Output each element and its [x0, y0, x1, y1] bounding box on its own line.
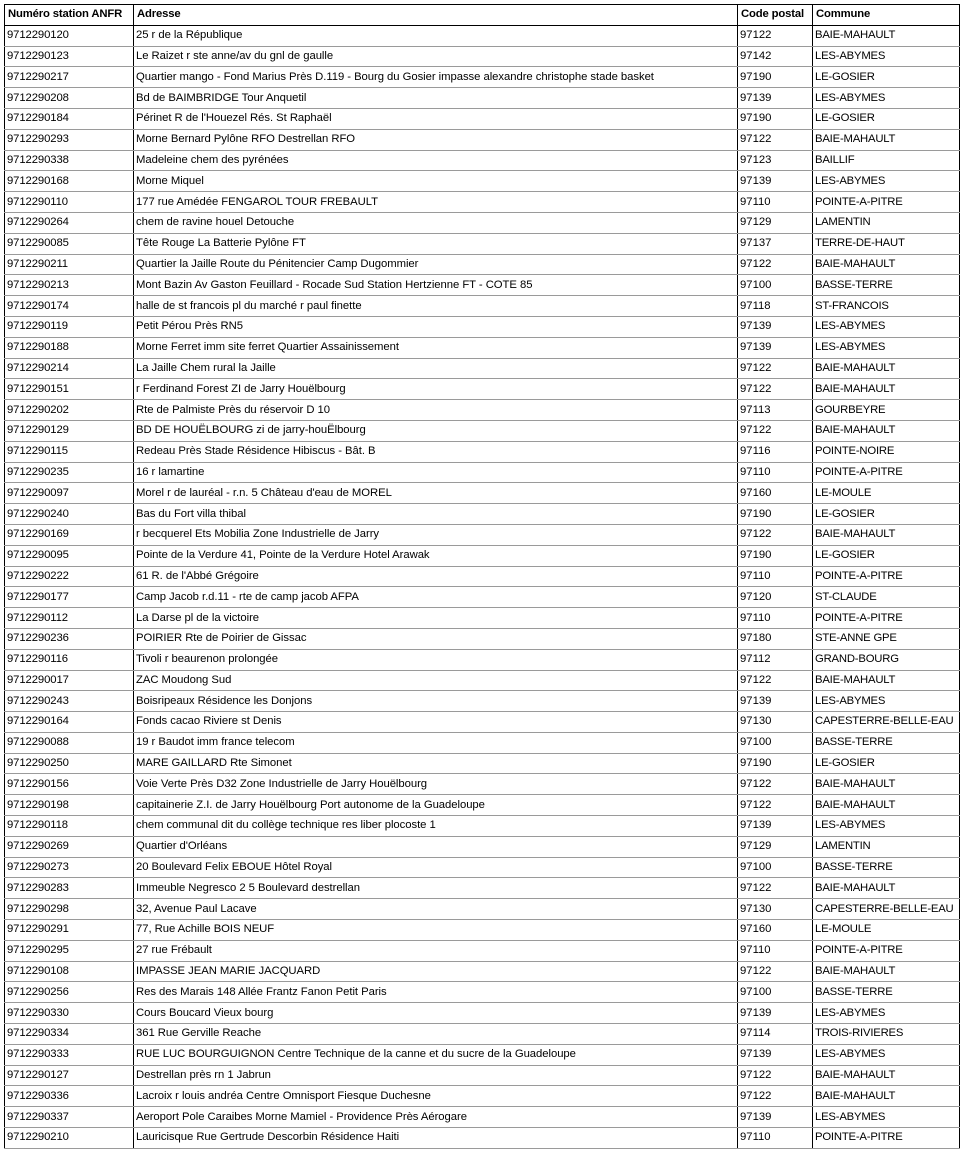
cell-commune[interactable]: STE-ANNE GPE: [813, 628, 960, 649]
cell-commune[interactable]: BAIE-MAHAULT: [813, 254, 960, 275]
table-row[interactable]: [5, 857, 960, 878]
table-row[interactable]: [5, 1128, 960, 1149]
cell-code-postal[interactable]: 97160: [738, 920, 813, 941]
cell-commune[interactable]: LAMENTIN: [813, 212, 960, 233]
cell-numero-station-anfr[interactable]: 9712290095: [5, 545, 134, 566]
cell-code-postal[interactable]: 97129: [738, 212, 813, 233]
column-header-adresse[interactable]: Adresse: [134, 5, 738, 26]
cell-code-postal[interactable]: 97122: [738, 254, 813, 275]
cell-code-postal[interactable]: 97122: [738, 774, 813, 795]
cell-commune[interactable]: BAIE-MAHAULT: [813, 420, 960, 441]
cell-commune[interactable]: POINTE-A-PITRE: [813, 940, 960, 961]
cell-code-postal[interactable]: 97100: [738, 732, 813, 753]
cell-code-postal[interactable]: 97100: [738, 275, 813, 296]
table-body: [5, 25, 960, 1148]
cell-numero-station-anfr[interactable]: 9712290210: [5, 1128, 134, 1149]
cell-adresse[interactable]: Voie Verte Près D32 Zone Industrielle de Jarry Houëlbourg: [134, 774, 738, 795]
cell-numero-station-anfr[interactable]: 9712290129: [5, 420, 134, 441]
cell-numero-station-anfr[interactable]: 9712290174: [5, 296, 134, 317]
cell-commune[interactable]: BASSE-TERRE: [813, 732, 960, 753]
cell-numero-station-anfr[interactable]: 9712290222: [5, 566, 134, 587]
table-row[interactable]: [5, 420, 960, 441]
table-row[interactable]: [5, 961, 960, 982]
table-row[interactable]: [5, 524, 960, 545]
table-row[interactable]: [5, 150, 960, 171]
table-row[interactable]: [5, 1065, 960, 1086]
cell-adresse[interactable]: 177 rue Amédée FENGAROL TOUR FREBAULT: [134, 192, 738, 213]
table-row[interactable]: [5, 608, 960, 629]
cell-numero-station-anfr[interactable]: 9712290119: [5, 316, 134, 337]
table-row[interactable]: [5, 171, 960, 192]
cell-numero-station-anfr[interactable]: 9712290338: [5, 150, 134, 171]
cell-commune[interactable]: LE-GOSIER: [813, 67, 960, 88]
cell-adresse[interactable]: Bas du Fort villa thibal: [134, 504, 738, 525]
table-row[interactable]: [5, 649, 960, 670]
cell-commune[interactable]: LES-ABYMES: [813, 816, 960, 837]
table-row[interactable]: [5, 379, 960, 400]
cell-code-postal[interactable]: 97110: [738, 940, 813, 961]
cell-adresse[interactable]: Immeuble Negresco 2 5 Boulevard destrellan: [134, 878, 738, 899]
table-row[interactable]: [5, 337, 960, 358]
cell-adresse[interactable]: 16 r lamartine: [134, 462, 738, 483]
table-row[interactable]: [5, 628, 960, 649]
cell-commune[interactable]: CAPESTERRE-BELLE-EAU: [813, 712, 960, 733]
cell-adresse[interactable]: Pointe de la Verdure 41, Pointe de la Verdure Hotel Arawak: [134, 545, 738, 566]
cell-numero-station-anfr[interactable]: 9712290214: [5, 358, 134, 379]
table-row[interactable]: [5, 67, 960, 88]
cell-adresse[interactable]: Fonds cacao Riviere st Denis: [134, 712, 738, 733]
cell-code-postal[interactable]: 97139: [738, 1003, 813, 1024]
cell-numero-station-anfr[interactable]: 9712290208: [5, 88, 134, 109]
cell-code-postal[interactable]: 97122: [738, 878, 813, 899]
cell-numero-station-anfr[interactable]: 9712290298: [5, 899, 134, 920]
cell-adresse[interactable]: Morne Miquel: [134, 171, 738, 192]
cell-numero-station-anfr[interactable]: 9712290177: [5, 587, 134, 608]
cell-commune[interactable]: ST-CLAUDE: [813, 587, 960, 608]
cell-adresse[interactable]: BD DE HOUËLBOURG zi de jarry-houËlbourg: [134, 420, 738, 441]
cell-adresse[interactable]: Quartier la Jaille Route du Pénitencier Camp Dugommier: [134, 254, 738, 275]
cell-numero-station-anfr[interactable]: 9712290236: [5, 628, 134, 649]
cell-adresse[interactable]: Camp Jacob r.d.11 - rte de camp jacob AFPA: [134, 587, 738, 608]
cell-commune[interactable]: GRAND-BOURG: [813, 649, 960, 670]
cell-adresse[interactable]: Quartier mango - Fond Marius Près D.119 - Bourg du Gosier impasse alexandre christophe stade basket: [134, 67, 738, 88]
table-row[interactable]: [5, 88, 960, 109]
cell-commune[interactable]: BAIE-MAHAULT: [813, 795, 960, 816]
cell-code-postal[interactable]: 97122: [738, 670, 813, 691]
cell-code-postal[interactable]: 97139: [738, 316, 813, 337]
table-row[interactable]: [5, 920, 960, 941]
cell-code-postal[interactable]: 97190: [738, 545, 813, 566]
cell-commune[interactable]: LES-ABYMES: [813, 46, 960, 67]
cell-numero-station-anfr[interactable]: 9712290256: [5, 982, 134, 1003]
cell-numero-station-anfr[interactable]: 9712290188: [5, 337, 134, 358]
cell-numero-station-anfr[interactable]: 9712290333: [5, 1044, 134, 1065]
cell-commune[interactable]: LES-ABYMES: [813, 88, 960, 109]
cell-adresse[interactable]: Aeroport Pole Caraibes Morne Mamiel - Providence Près Aérogare: [134, 1107, 738, 1128]
cell-code-postal[interactable]: 97160: [738, 483, 813, 504]
table-row[interactable]: [5, 46, 960, 67]
cell-numero-station-anfr[interactable]: 9712290112: [5, 608, 134, 629]
table-row[interactable]: [5, 212, 960, 233]
cell-adresse[interactable]: Redeau Près Stade Résidence Hibiscus - Bât. B: [134, 441, 738, 462]
cell-numero-station-anfr[interactable]: 9712290017: [5, 670, 134, 691]
cell-numero-station-anfr[interactable]: 9712290240: [5, 504, 134, 525]
cell-code-postal[interactable]: 97122: [738, 795, 813, 816]
cell-adresse[interactable]: La Darse pl de la victoire: [134, 608, 738, 629]
table-row[interactable]: [5, 254, 960, 275]
cell-commune[interactable]: BAIE-MAHAULT: [813, 379, 960, 400]
cell-commune[interactable]: LAMENTIN: [813, 836, 960, 857]
cell-adresse[interactable]: ZAC Moudong Sud: [134, 670, 738, 691]
cell-numero-station-anfr[interactable]: 9712290156: [5, 774, 134, 795]
cell-adresse[interactable]: Morne Ferret imm site ferret Quartier Assainissement: [134, 337, 738, 358]
cell-code-postal[interactable]: 97190: [738, 753, 813, 774]
cell-numero-station-anfr[interactable]: 9712290283: [5, 878, 134, 899]
cell-adresse[interactable]: 61 R. de l'Abbé Grégoire: [134, 566, 738, 587]
cell-adresse[interactable]: r becquerel Ets Mobilia Zone Industrielle de Jarry: [134, 524, 738, 545]
cell-numero-station-anfr[interactable]: 9712290088: [5, 732, 134, 753]
cell-numero-station-anfr[interactable]: 9712290118: [5, 816, 134, 837]
cell-code-postal[interactable]: 97110: [738, 462, 813, 483]
cell-numero-station-anfr[interactable]: 9712290336: [5, 1086, 134, 1107]
cell-code-postal[interactable]: 97110: [738, 608, 813, 629]
anfr-stations-table: [4, 4, 960, 1149]
table-row[interactable]: [5, 129, 960, 150]
cell-adresse[interactable]: Bd de BAIMBRIDGE Tour Anquetil: [134, 88, 738, 109]
table-row[interactable]: [5, 899, 960, 920]
cell-commune[interactable]: CAPESTERRE-BELLE-EAU: [813, 899, 960, 920]
table-row[interactable]: [5, 504, 960, 525]
cell-numero-station-anfr[interactable]: 9712290120: [5, 25, 134, 46]
table-row[interactable]: [5, 358, 960, 379]
table-row[interactable]: [5, 753, 960, 774]
cell-numero-station-anfr[interactable]: 9712290115: [5, 441, 134, 462]
cell-adresse[interactable]: Destrellan près rn 1 Jabrun: [134, 1065, 738, 1086]
cell-adresse[interactable]: IMPASSE JEAN MARIE JACQUARD: [134, 961, 738, 982]
cell-adresse[interactable]: Petit Pérou Près RN5: [134, 316, 738, 337]
cell-code-postal[interactable]: 97139: [738, 337, 813, 358]
cell-numero-station-anfr[interactable]: 9712290211: [5, 254, 134, 275]
cell-numero-station-anfr[interactable]: 9712290235: [5, 462, 134, 483]
spreadsheet-canvas: [0, 4, 963, 1144]
cell-adresse[interactable]: RUE LUC BOURGUIGNON Centre Technique de la canne et du sucre de la Guadeloupe: [134, 1044, 738, 1065]
cell-numero-station-anfr[interactable]: 9712290250: [5, 753, 134, 774]
cell-adresse[interactable]: Morel r de lauréal - r.n. 5 Château d'eau de MOREL: [134, 483, 738, 504]
cell-commune[interactable]: TROIS-RIVIERES: [813, 1024, 960, 1045]
table-row[interactable]: [5, 816, 960, 837]
cell-code-postal[interactable]: 97122: [738, 379, 813, 400]
cell-commune[interactable]: LE-GOSIER: [813, 504, 960, 525]
cell-numero-station-anfr[interactable]: 9712290123: [5, 46, 134, 67]
table-row[interactable]: [5, 316, 960, 337]
cell-numero-station-anfr[interactable]: 9712290295: [5, 940, 134, 961]
cell-numero-station-anfr[interactable]: 9712290334: [5, 1024, 134, 1045]
cell-commune[interactable]: LES-ABYMES: [813, 171, 960, 192]
cell-code-postal[interactable]: 97110: [738, 566, 813, 587]
table-header: [5, 5, 960, 26]
cell-adresse[interactable]: Madeleine chem des pyrénées: [134, 150, 738, 171]
table-row[interactable]: [5, 732, 960, 753]
cell-adresse[interactable]: 27 rue Frébault: [134, 940, 738, 961]
cell-commune[interactable]: LES-ABYMES: [813, 691, 960, 712]
cell-code-postal[interactable]: 97112: [738, 649, 813, 670]
cell-numero-station-anfr[interactable]: 9712290202: [5, 400, 134, 421]
cell-code-postal[interactable]: 97116: [738, 441, 813, 462]
cell-numero-station-anfr[interactable]: 9712290330: [5, 1003, 134, 1024]
cell-code-postal[interactable]: 97139: [738, 1107, 813, 1128]
cell-commune[interactable]: LE-GOSIER: [813, 753, 960, 774]
cell-commune[interactable]: BASSE-TERRE: [813, 982, 960, 1003]
cell-numero-station-anfr[interactable]: 9712290127: [5, 1065, 134, 1086]
cell-code-postal[interactable]: 97120: [738, 587, 813, 608]
cell-adresse[interactable]: 20 Boulevard Felix EBOUE Hôtel Royal: [134, 857, 738, 878]
cell-adresse[interactable]: chem de ravine houel Detouche: [134, 212, 738, 233]
cell-adresse[interactable]: 25 r de la République: [134, 25, 738, 46]
cell-numero-station-anfr[interactable]: 9712290164: [5, 712, 134, 733]
header-row: [5, 5, 960, 26]
column-header-numero-station-anfr[interactable]: Numéro station ANFR: [5, 5, 134, 26]
table-row[interactable]: [5, 25, 960, 46]
table-row[interactable]: [5, 587, 960, 608]
cell-commune[interactable]: POINTE-A-PITRE: [813, 608, 960, 629]
cell-adresse[interactable]: 77, Rue Achille BOIS NEUF: [134, 920, 738, 941]
cell-commune[interactable]: BAIE-MAHAULT: [813, 25, 960, 46]
cell-commune[interactable]: BAIE-MAHAULT: [813, 670, 960, 691]
cell-code-postal[interactable]: 97142: [738, 46, 813, 67]
cell-code-postal[interactable]: 97130: [738, 712, 813, 733]
cell-numero-station-anfr[interactable]: 9712290097: [5, 483, 134, 504]
cell-adresse[interactable]: Lacroix r louis andréa Centre Omnisport Fiesque Duchesne: [134, 1086, 738, 1107]
cell-adresse[interactable]: Morne Bernard Pylône RFO Destrellan RFO: [134, 129, 738, 150]
cell-commune[interactable]: POINTE-A-PITRE: [813, 1128, 960, 1149]
cell-code-postal[interactable]: 97100: [738, 857, 813, 878]
cell-code-postal[interactable]: 97130: [738, 899, 813, 920]
table-row[interactable]: [5, 670, 960, 691]
cell-adresse[interactable]: Quartier d'Orléans: [134, 836, 738, 857]
cell-numero-station-anfr[interactable]: 9712290108: [5, 961, 134, 982]
cell-numero-station-anfr[interactable]: 9712290198: [5, 795, 134, 816]
cell-code-postal[interactable]: 97190: [738, 108, 813, 129]
table-row[interactable]: [5, 1003, 960, 1024]
cell-commune[interactable]: LES-ABYMES: [813, 337, 960, 358]
table-row[interactable]: [5, 774, 960, 795]
cell-code-postal[interactable]: 97129: [738, 836, 813, 857]
cell-code-postal[interactable]: 97190: [738, 67, 813, 88]
cell-code-postal[interactable]: 97122: [738, 961, 813, 982]
table-row[interactable]: [5, 1086, 960, 1107]
cell-adresse[interactable]: Boisripeaux Résidence les Donjons: [134, 691, 738, 712]
cell-code-postal[interactable]: 97139: [738, 171, 813, 192]
cell-numero-station-anfr[interactable]: 9712290184: [5, 108, 134, 129]
cell-numero-station-anfr[interactable]: 9712290168: [5, 171, 134, 192]
cell-adresse[interactable]: 19 r Baudot imm france telecom: [134, 732, 738, 753]
cell-commune[interactable]: BASSE-TERRE: [813, 857, 960, 878]
cell-numero-station-anfr[interactable]: 9712290217: [5, 67, 134, 88]
cell-commune[interactable]: LE-MOULE: [813, 483, 960, 504]
cell-code-postal[interactable]: 97180: [738, 628, 813, 649]
cell-commune[interactable]: BAILLIF: [813, 150, 960, 171]
cell-code-postal[interactable]: 97139: [738, 1044, 813, 1065]
cell-code-postal[interactable]: 97139: [738, 816, 813, 837]
cell-numero-station-anfr[interactable]: 9712290169: [5, 524, 134, 545]
cell-commune[interactable]: TERRE-DE-HAUT: [813, 233, 960, 254]
cell-commune[interactable]: BAIE-MAHAULT: [813, 774, 960, 795]
table-row[interactable]: [5, 1024, 960, 1045]
cell-commune[interactable]: BAIE-MAHAULT: [813, 129, 960, 150]
cell-adresse[interactable]: Lauricisque Rue Gertrude Descorbin Résidence Haiti: [134, 1128, 738, 1149]
cell-adresse[interactable]: La Jaille Chem rural la Jaille: [134, 358, 738, 379]
cell-adresse[interactable]: Périnet R de l'Houezel Rés. St Raphaël: [134, 108, 738, 129]
cell-code-postal[interactable]: 97114: [738, 1024, 813, 1045]
table-row[interactable]: [5, 940, 960, 961]
cell-commune[interactable]: BAIE-MAHAULT: [813, 524, 960, 545]
cell-adresse[interactable]: Mont Bazin Av Gaston Feuillard - Rocade Sud Station Hertzienne FT - COTE 85: [134, 275, 738, 296]
cell-commune[interactable]: LE-MOULE: [813, 920, 960, 941]
table-row[interactable]: [5, 108, 960, 129]
table-row[interactable]: [5, 878, 960, 899]
cell-code-postal[interactable]: 97113: [738, 400, 813, 421]
cell-code-postal[interactable]: 97122: [738, 129, 813, 150]
cell-commune[interactable]: GOURBEYRE: [813, 400, 960, 421]
table-row[interactable]: [5, 566, 960, 587]
cell-commune[interactable]: LES-ABYMES: [813, 1003, 960, 1024]
cell-adresse[interactable]: r Ferdinand Forest ZI de Jarry Houëlbourg: [134, 379, 738, 400]
table-row[interactable]: [5, 462, 960, 483]
cell-adresse[interactable]: POIRIER Rte de Poirier de Gissac: [134, 628, 738, 649]
cell-code-postal[interactable]: 97100: [738, 982, 813, 1003]
cell-code-postal[interactable]: 97122: [738, 524, 813, 545]
cell-numero-station-anfr[interactable]: 9712290085: [5, 233, 134, 254]
cell-numero-station-anfr[interactable]: 9712290291: [5, 920, 134, 941]
table-row[interactable]: [5, 483, 960, 504]
table-row[interactable]: [5, 545, 960, 566]
cell-commune[interactable]: BAIE-MAHAULT: [813, 1086, 960, 1107]
cell-numero-station-anfr[interactable]: 9712290110: [5, 192, 134, 213]
cell-adresse[interactable]: Rte de Palmiste Près du réservoir D 10: [134, 400, 738, 421]
cell-commune[interactable]: BAIE-MAHAULT: [813, 358, 960, 379]
cell-commune[interactable]: POINTE-NOIRE: [813, 441, 960, 462]
cell-commune[interactable]: LE-GOSIER: [813, 545, 960, 566]
cell-code-postal[interactable]: 97122: [738, 420, 813, 441]
table-row[interactable]: [5, 712, 960, 733]
cell-numero-station-anfr[interactable]: 9712290243: [5, 691, 134, 712]
cell-code-postal[interactable]: 97122: [738, 358, 813, 379]
cell-adresse[interactable]: Res des Marais 148 Allée Frantz Fanon Petit Paris: [134, 982, 738, 1003]
cell-numero-station-anfr[interactable]: 9712290151: [5, 379, 134, 400]
table-row[interactable]: [5, 795, 960, 816]
cell-commune[interactable]: BAIE-MAHAULT: [813, 1065, 960, 1086]
cell-commune[interactable]: BAIE-MAHAULT: [813, 878, 960, 899]
cell-code-postal[interactable]: 97110: [738, 192, 813, 213]
cell-adresse[interactable]: halle de st francois pl du marché r paul finette: [134, 296, 738, 317]
cell-code-postal[interactable]: 97137: [738, 233, 813, 254]
cell-adresse[interactable]: Tête Rouge La Batterie Pylône FT: [134, 233, 738, 254]
cell-code-postal[interactable]: 97122: [738, 1086, 813, 1107]
cell-adresse[interactable]: 32, Avenue Paul Lacave: [134, 899, 738, 920]
cell-code-postal[interactable]: 97139: [738, 691, 813, 712]
cell-numero-station-anfr[interactable]: 9712290293: [5, 129, 134, 150]
cell-code-postal[interactable]: 97123: [738, 150, 813, 171]
table-row[interactable]: [5, 441, 960, 462]
cell-numero-station-anfr[interactable]: 9712290213: [5, 275, 134, 296]
table-row[interactable]: [5, 1107, 960, 1128]
cell-code-postal[interactable]: 97110: [738, 1128, 813, 1149]
cell-commune[interactable]: LES-ABYMES: [813, 1107, 960, 1128]
cell-numero-station-anfr[interactable]: 9712290116: [5, 649, 134, 670]
column-header-commune[interactable]: Commune: [813, 5, 960, 26]
cell-commune[interactable]: LES-ABYMES: [813, 316, 960, 337]
cell-commune[interactable]: POINTE-A-PITRE: [813, 566, 960, 587]
cell-code-postal[interactable]: 97122: [738, 1065, 813, 1086]
cell-adresse[interactable]: chem communal dit du collège technique res liber plocoste 1: [134, 816, 738, 837]
cell-adresse[interactable]: MARE GAILLARD Rte Simonet: [134, 753, 738, 774]
table-row[interactable]: [5, 296, 960, 317]
cell-adresse[interactable]: Le Raizet r ste anne/av du gnl de gaulle: [134, 46, 738, 67]
table-row[interactable]: [5, 233, 960, 254]
cell-commune[interactable]: LES-ABYMES: [813, 1044, 960, 1065]
cell-commune[interactable]: BASSE-TERRE: [813, 275, 960, 296]
cell-adresse[interactable]: Cours Boucard Vieux bourg: [134, 1003, 738, 1024]
table-row[interactable]: [5, 982, 960, 1003]
cell-code-postal[interactable]: 97118: [738, 296, 813, 317]
cell-adresse[interactable]: capitainerie Z.I. de Jarry Houëlbourg Port autonome de la Guadeloupe: [134, 795, 738, 816]
cell-code-postal[interactable]: 97122: [738, 25, 813, 46]
cell-numero-station-anfr[interactable]: 9712290269: [5, 836, 134, 857]
table-row[interactable]: [5, 275, 960, 296]
table-row[interactable]: [5, 1044, 960, 1065]
cell-commune[interactable]: POINTE-A-PITRE: [813, 462, 960, 483]
cell-commune[interactable]: POINTE-A-PITRE: [813, 192, 960, 213]
cell-code-postal[interactable]: 97139: [738, 88, 813, 109]
cell-numero-station-anfr[interactable]: 9712290273: [5, 857, 134, 878]
table-row[interactable]: [5, 192, 960, 213]
cell-code-postal[interactable]: 97190: [738, 504, 813, 525]
table-row[interactable]: [5, 836, 960, 857]
cell-adresse[interactable]: Tivoli r beaurenon prolongée: [134, 649, 738, 670]
cell-commune[interactable]: BAIE-MAHAULT: [813, 961, 960, 982]
table-row[interactable]: [5, 691, 960, 712]
column-header-code-postal[interactable]: Code postal: [738, 5, 813, 26]
cell-numero-station-anfr[interactable]: 9712290264: [5, 212, 134, 233]
cell-commune[interactable]: ST-FRANCOIS: [813, 296, 960, 317]
table-row[interactable]: [5, 400, 960, 421]
cell-adresse[interactable]: 361 Rue Gerville Reache: [134, 1024, 738, 1045]
cell-commune[interactable]: LE-GOSIER: [813, 108, 960, 129]
cell-numero-station-anfr[interactable]: 9712290337: [5, 1107, 134, 1128]
